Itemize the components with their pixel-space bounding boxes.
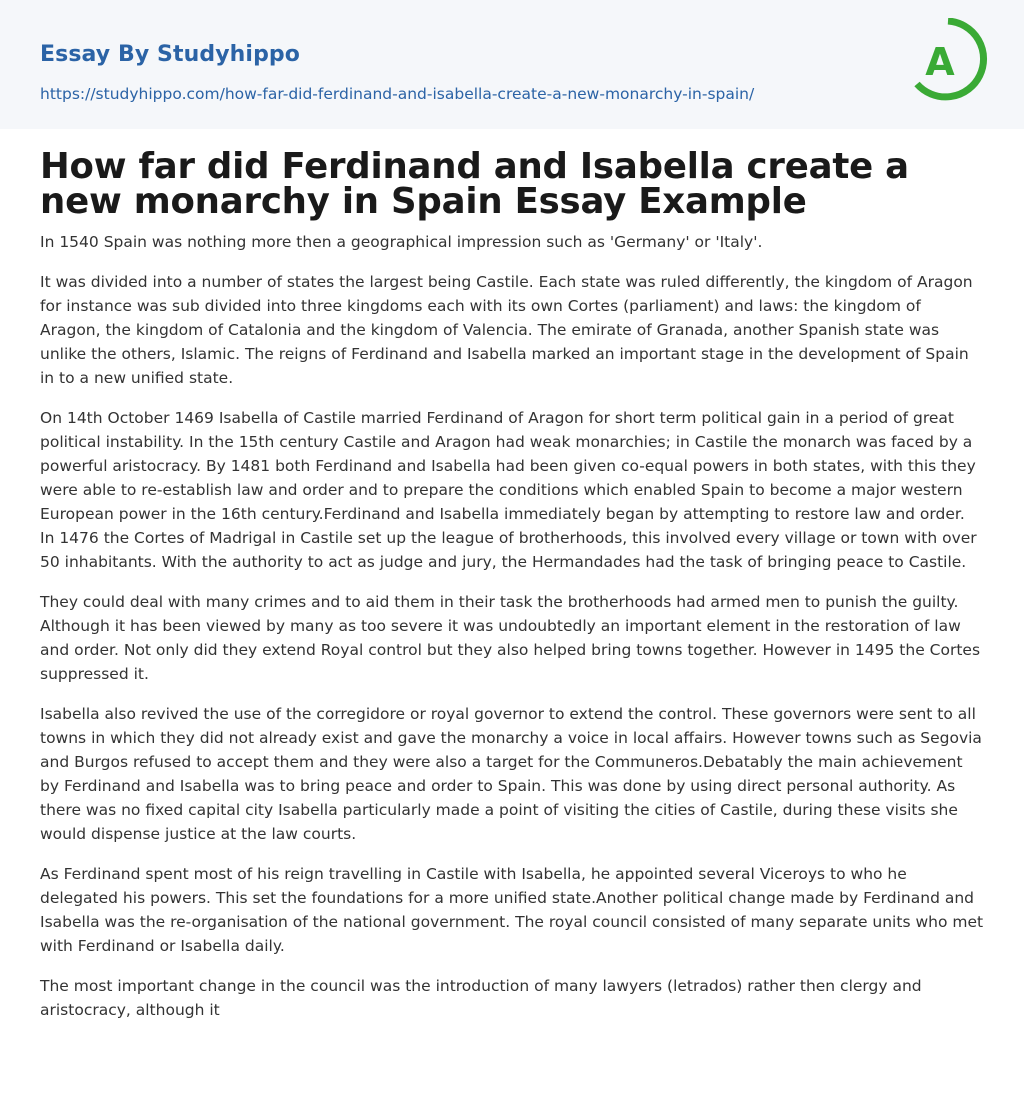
site-header	[0, 0, 1024, 129]
article-paragraph: They could deal with many crimes and to aid them in their task the brotherhoods had armed men to punish the guilty. Although it has been viewed by many as too severe it was undoubtedly an important element in the restoration of law and order. Not only did they extend Royal control but they also helped bring towns together. However in 1495 the Cortes suppressed it.	[40, 593, 981, 683]
article-url-link[interactable]: https://studyhippo.com/how-far-did-ferdinand-and-isabella-create-a-new-monarchy-in-spain/	[40, 85, 755, 103]
article-paragraph: As Ferdinand spent most of his reign travelling in Castile with Isabella, he appointed several Viceroys to who he delegated his powers. This set the foundations for a more unified state.Another political change made by Ferdinand and Isabella was the re-organisation of the national government. The royal council consisted of many separate units who met with Ferdinand or Isabella daily.	[40, 865, 984, 955]
article-body	[0, 146, 1024, 1022]
article-paragraph: The most important change in the council was the introduction of many lawyers (letrados) rather then clergy and aristocracy, although it	[40, 977, 922, 1019]
article-paragraph: Isabella also revived the use of the corregidore or royal governor to extend the control. These governors were sent to all towns in which they did not already exist and gave the monarchy a voice in local affairs. However towns such as Segovia and Burgos refused to accept them and they were also a target for the Communeros.Debatably the main achievement by Ferdinand and Isabella was to bring peace and order to Spain. This was done by using direct personal authority. As there was no fixed capital city Isabella particularly made a point of visiting the cities of Castile, during these visits she would dispense justice at the law courts.	[40, 705, 982, 843]
site-brand[interactable]: Essay By Studyhippo	[40, 42, 300, 67]
article-title: How far did Ferdinand and Isabella create a new monarchy in Spain Essay Example	[40, 146, 909, 222]
article-paragraph: On 14th October 1469 Isabella of Castile married Ferdinand of Aragon for short term political gain in a period of great political instability. In the 15th century Castile and Aragon had weak monarchies; in Castile the monarch was faced by a powerful aristocracy. By 1481 both Ferdinand and Isabella had been given co-equal powers in both states, with this they were able to re-establish law and order and to prepare the conditions which enabled Spain to become a major western European power in the 16th century.Ferdinand and Isabella immediately began by attempting to restore law and order. In 1476 the Cortes of Madrigal in Castile set up the league of brotherhoods, this involved every village or town with over 50 inhabitants. With the authority to act as judge and jury, the Hermandades had the task of bringing peace to Castile.	[40, 409, 977, 571]
studyhippo-logo-icon[interactable]	[908, 18, 988, 106]
article-paragraph: In 1540 Spain was nothing more then a geographical impression such as 'Germany' or 'Italy'.	[40, 233, 763, 251]
logo-letter: A	[925, 40, 955, 84]
article-paragraph: It was divided into a number of states the largest being Castile. Each state was ruled differently, the kingdom of Aragon for instance was sub divided into three kingdoms each with its own Cortes (parliament) and laws: the kingdom of Aragon, the kingdom of Catalonia and the kingdom of Valencia. The emirate of Granada, another Spanish state was unlike the others, Islamic. The reigns of Ferdinand and Isabella marked an important stage in the development of Spain in to a new unified state.	[40, 273, 973, 387]
